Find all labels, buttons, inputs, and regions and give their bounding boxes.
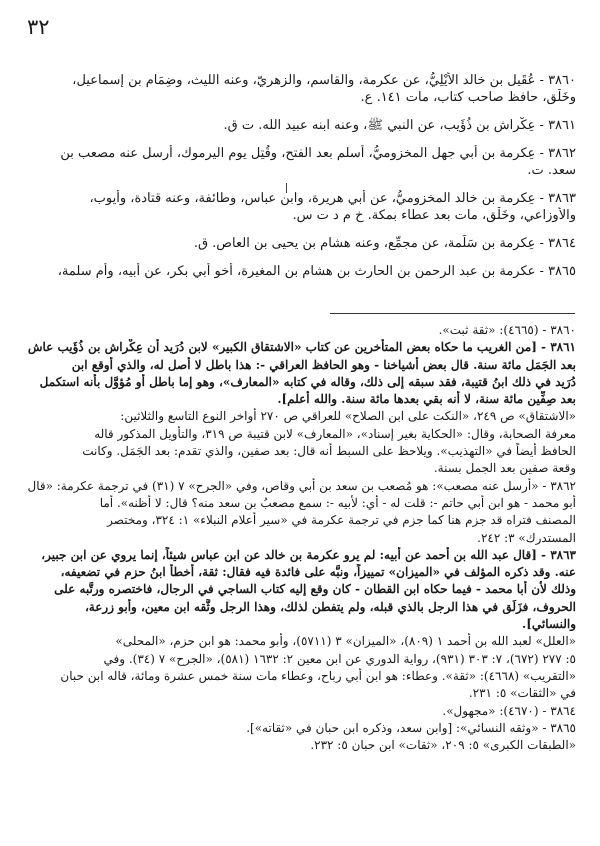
footnote-line: ٣٨٦٠ - (٤٦٦٥): «ثقة ثبت».	[438, 323, 576, 337]
entry-3863	[22, 190, 576, 224]
page-number: ٣٢	[27, 15, 50, 39]
footnote-line: ٣٨٦٤ - (٤٦٧٠): «مجهول».	[442, 703, 576, 718]
footnote-line: وذلك لأن أبا محمد - فيما حكاه ابن القطان - كان وقع إليه كتاب الساجي في الرجال، فاختصره ورتَّبه على	[54, 582, 576, 597]
footnote-line: ٣٨٦٥ - «وثقه النسائي»: [وابن سعد، وذكره ابن حبان في «ثقاته»].	[246, 720, 576, 735]
footnote-line: الحروف، فزَلَق في هذا الرجل بالذي قبله، ولم يتفطن لذلك، وهذا الرجل وثَّقه ابن معين، وأبو زرعة،	[84, 599, 576, 614]
footnote-line: والنسائي].	[522, 617, 576, 632]
text-line: والأوزاعي، وخَلْق، مات بعد عطاء بمكة. خ م د ت س.	[292, 208, 576, 223]
footnote-line: معرفة الصحابة، وقال: «الحكاية بغير إسناد»، «المعارف» لابن قتيبة ص ٣١٩، والتأويل المذكور قاله	[94, 426, 576, 441]
main-text	[22, 72, 576, 291]
margin-mark	[286, 183, 287, 193]
footnote-line: الحافظ أيضاً في «التهذيب». ويلاحظ على السبط أنه قال: بعد صفين، والذي تقدم: بعد الجَمَل. وكانت	[82, 444, 576, 459]
entry-3865	[22, 263, 576, 280]
footnote-line: «الطبقات الكبرى» ٥: ٢٠٩، «ثقات» ابن حبان ٥: ٢٣٢.	[310, 738, 576, 753]
footnotes	[24, 322, 576, 754]
footnote-line: بعد الجَمَل مائة سنة. قال بعض أشياخنا - وهو الحافظ العراقي -: هذا باطل لا أصل له، والذي أوقع ابن	[71, 357, 576, 372]
footnote-line: «العلل» لعبد الله بن أحمد ١ (٨٠٩)، «الميزان» ٣ (٥٧١١)، وأبو محمد: هو ابن حزم، «المحلى»	[115, 634, 576, 649]
footnote-line: «التقريب» (٤٦٦٨): «ثقة». وعطاء: هو ابن أبي رباح، وعطاء مات سنة خمس عشرة ومائة، قاله ابن حبان	[60, 668, 576, 683]
entry-3862	[22, 145, 576, 179]
footnote-line: «الاشتقاق» ص ٢٤٩، «النكت على ابن الصلاح» للعراقي ص ٢٧٠ أواخر النوع التاسع والثلاثين:	[120, 409, 576, 424]
footnote-line: المستدرك» ٣: ٢٤٢.	[477, 530, 576, 545]
footnote-line: ٣٨٦١ - [من الغريب ما حكاه بعض المتأخرين عن كتاب «الاشتقاق الكبير» لابن دُرَيد أن عِكْراش بن ذُؤَيب عاش	[27, 340, 576, 355]
footnote-line: ٣٨٦٢ - «أُرسل عنه مصعب»: هو مُصعب بن سعد بن أبي وقاص، وفي «الجرح» ٧ (٣١) في ترجمة عكرمة: «قال	[27, 478, 576, 493]
footnote-separator	[330, 313, 575, 314]
text-line: وخَلْق، حافظ صاحب كتاب، مات ١٤١. ع.	[360, 90, 576, 105]
footnote-line: عنه. وقد ذكره المؤلف في «الميزان» تمييزاً، ونبَّه على فائدة فيه فقال: ثقة، أخطأ ابنُ حزم في تضعيفه،	[60, 565, 576, 580]
footnote-line: بعد صِفِّين مائة سنة، لا أنه بقي بعدها مائة سنة. والله أعلم].	[277, 392, 576, 407]
text-line: ٣٨٦١ - عِكْراش بن ذُؤَيب، عن النبي ﷺ، وعنه ابنه عبيد الله. ت ق.	[223, 118, 576, 133]
text-line: ٣٨٦٤ - عِكرمة بن سَلَمة، عن مجمِّع، وعنه هشام بن يحيى بن العاص. ق.	[193, 236, 576, 251]
footnote-line: وقعة صفين بعد الجمل بسنة.	[433, 461, 576, 476]
footnote-line: ٣٨٦٣ - [قال عبد الله بن أحمد عن أبيه: لم يرو عكرمة بن خالد عن ابن عباس شيئاً، إنما يروي عن ابن جبير،	[41, 547, 576, 562]
footnote-line: دُرَيد في ذلك ابنُ قتيبة، فقد سبقه إلى ذلك، وقاله في كتابه «المعارف»، وهو إما باطل أو مُؤوَّل بأنه استكمل	[39, 374, 576, 389]
text-line: سعد. ت.	[527, 163, 576, 178]
text-line: ٣٨٦٢ - عِكرمة بن أبي جهل المخزوميُّ، أسلم بعد الفتح، وقُتِل يوم اليرموك، أُرسل عنه مصعب بن	[60, 146, 576, 161]
footnote-line: ٥: ٢٧٧ (٦٧٢)، ٧: ٣٠٣ (٩٣١)، رواية الدوري عن ابن معين ٢: ١٦٣٢ (٥٨١)، «الجرح» ٧ (٣٤). وفي	[103, 651, 576, 666]
footnote-line: أبو محمد - هو ابن أبي حاتم -: قلت له - أي: لأبيه -: سمع مصعبُ بن سعد منه؟ قال: لا أظنه». أما	[99, 495, 576, 510]
entry-3864	[22, 235, 576, 252]
footnote-line: المصنف فتراه قد جزم هنا كما جزم في ترجمة عكرمة في «سير أعلام النبلاء» ١: ٣٢٤، ومختصر	[107, 513, 576, 528]
entry-3860	[22, 72, 576, 106]
text-line: ٣٨٦٠ - عُقَيل بن خالد الأَيْلِيُّ، عن عكرمة، والقاسم، والزهريّ، وعنه الليث، وضِمَام بن إسماعيل،	[72, 73, 576, 88]
entry-3861	[22, 117, 576, 134]
text-line: ٣٨٦٣ - عِكرمة بن خالد المخزوميُّ، عن أبي هريرة، وابن عباس، وطائفة، وعنه قتادة، وأيوب،	[89, 191, 576, 206]
footnote-line: في «الثقات» ٥: ٢٣١.	[468, 686, 576, 701]
text-line: ٣٨٦٥ - عكرمة بن عبد الرحمن بن الحارث بن هشام بن المغيرة، أخو أبي بكر، عن أبيه، وأم سلمة،	[57, 264, 576, 279]
